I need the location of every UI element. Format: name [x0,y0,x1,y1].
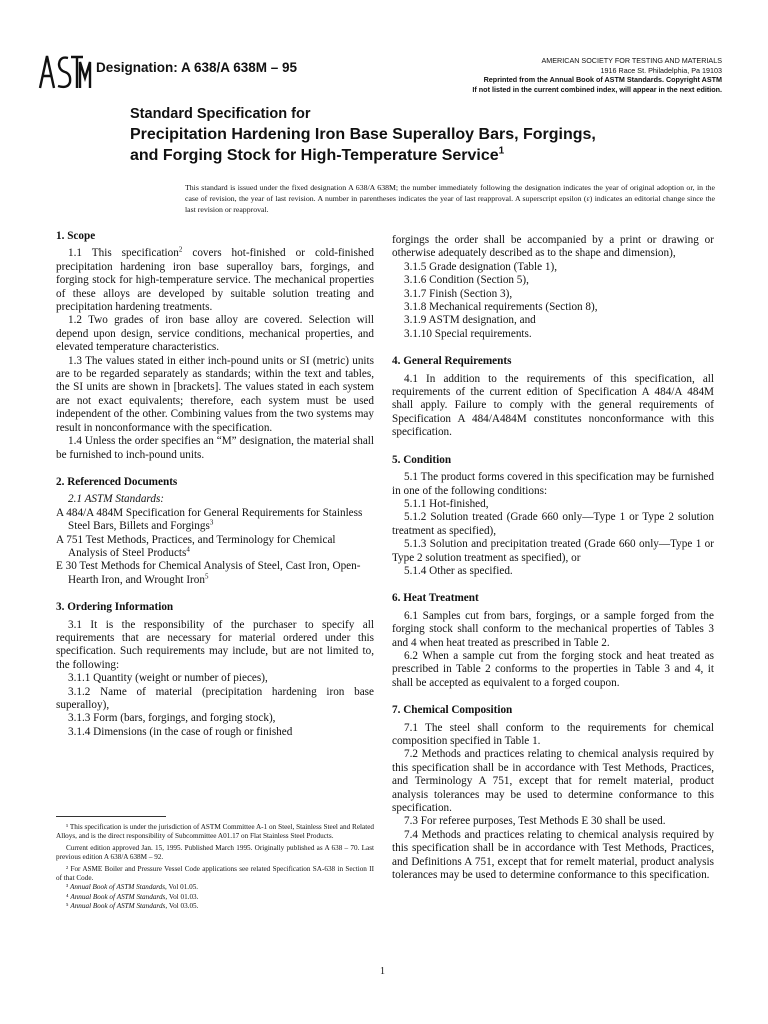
paragraph: 7.1 The steel shall conform to the requirements for chemical composition specified in Table 1. [392,721,714,747]
section-heading: 3. Ordering Information [56,601,174,614]
section-heading: 4. General Requirements [392,355,512,368]
list-item: 3.1.1 Quantity (weight or number of pieces), [68,672,268,685]
paragraph: 1.4 Unless the order specifies an “M” designation, the material shall be furnished to inch-pound units. [56,435,374,461]
section-heading: 5. Condition [392,453,452,466]
footnote-text: , Vol 01.03. [165,892,199,901]
footnotes [56,816,374,912]
reference-text: A 484/A 484M Specification for General Requirements for Stainless Steel Bars, Billets and Forgings [56,506,363,533]
index-note: If not listed in the current combined index, will appear in the next edition. [472,84,722,94]
footnote-text: , Vol 03.05. [165,902,199,911]
footnote-text: Annual Book of ASTM Standards [69,883,165,892]
footnote [56,883,374,892]
intro-note: This standard is issued under the fixed designation A 638/A 638M; the number immediately following the designation indicates the year of original adoption or, in the case of revision, the year of last revision. A number in parentheses indicates the year of last reapproval. A superscript epsilon (ε) indicates an editorial change since the last revision or reapproval. [185,183,715,214]
section-scope [56,230,374,462]
paragraph: 7.2 Methods and practices relating to chemical analysis required by this specification shall be in accordance with Test Methods, Practices, and Terminology A 751, except that for remelt material, product analysis tolerances may be used to determine conformance to this specification. [392,748,714,815]
astm-logo [36,52,92,92]
footnote: ¹ This specification is under the jurisdiction of ASTM Committee A-1 on Steel, Stainless Steel and Related Alloys, and is the direct responsibility of Subcommittee A01.17 on Flat Stainless Steel Products. [56,823,374,841]
section-heading: 7. Chemical Composition [392,704,513,717]
footnote-text: Annual Book of ASTM Standards [70,892,166,901]
reference-text: A 751 Test Methods, Practices, and Terminology for Chemical Analysis of Steel Products [56,533,336,559]
reference-item [56,534,374,561]
paragraph: 3.1 It is the responsibility of the purchaser to specify all requirements that are necessary for material ordered under this specification. Such requirements may include, but are not limited to, the following: [56,618,374,671]
footnote [56,902,374,911]
list-item: 3.1.9 ASTM designation, and [404,314,536,327]
section-general-requirements [392,355,714,439]
section-heading: 6. Heat Treatment [392,592,479,605]
section-heat-treatment [392,592,714,690]
footnote-mark: ⁴ [66,892,69,901]
footnote [56,893,374,902]
paragraph: 4.1 In addition to the requirements of this specification, all requirements of the current edition of Specification A 484/A 484M shall apply. Failure to comply with the general requirements of Specification A 484/A484M constitutes nonconformance with this specification. [392,372,714,439]
subheading: 2.1 ASTM Standards: [68,493,165,506]
list-item: 5.1.2 Solution treated (Grade 660 only—Type 1 or Type 2 solution treatment as specified), [392,511,714,537]
paragraph: 1.3 The values stated in either inch-pound units or SI (metric) units are to be regarded separately as standards; within the text and tables, the SI units are shown in [brackets]. The values stated in each system are not exact equivalents; therefore, each system must be used independent of the other. Combining values from the two systems may result in nonconformance with the specification. [56,354,374,434]
paragraph: 6.2 When a sample cut from the forging stock and heat treated as prescribed in Table 2 conforms to the properties in Table 3 and 4, it shall be accepted as equivalent to a forged coupon. [392,649,714,689]
footnote-mark: 5 [204,572,209,581]
reprint-note: Reprinted from the Annual Book of ASTM Standards. Copyright ASTM [483,75,722,84]
footnote-text: , Vol 01.05. [165,883,199,892]
publisher-block [430,56,722,94]
paragraph: 5.1 The product forms covered in this specification may be furnished in one of the following conditions: [392,471,714,497]
paragraph [56,493,374,506]
reference-item [56,507,374,534]
section-referenced-documents [56,476,374,587]
section-chemical-composition [392,704,714,882]
paragraph-text: covers hot-finished or cold-finished precipitation hardening iron base superalloy bars, forgings, and forging stock for high-temperature service. The mechanical properties of these alloys are developed by suitable solution treating and precipitation hardening treatments. [56,247,374,314]
footnote-mark: 3 [209,518,214,527]
section-heading: 1. Scope [56,230,96,242]
paragraph: 1.2 Two grades of iron base alloy are covered. Selection will depend upon design, service conditions, mechanical properties, and elevated temperature characteristics. [56,314,374,354]
footnote-mark: 4 [186,545,190,554]
list-item: 3.1.2 Name of material (precipitation hardening iron base superalloy), [56,685,374,711]
title-line-1: Standard Specification for [130,106,311,122]
publisher-name: AMERICAN SOCIETY FOR TESTING AND MATERIALS [541,56,722,65]
list-item: 5.1.3 Solution and precipitation treated (Grade 660 only—Type 1 or Type 2 solution treatment as specified), or [392,538,714,564]
footnote-mark: 2 [178,245,183,254]
footnote-rule [56,816,166,817]
reference-text: E 30 Test Methods for Chemical Analysis of Steel, Cast Iron, Open-Hearth Iron, and Wrought Iron [56,560,361,586]
designation: Designation: A 638/A 638M – 95 [96,60,298,75]
list-item: 5.1.4 Other as specified. [404,564,513,577]
paragraph [56,247,374,314]
page-number: 1 [380,966,385,977]
footnote-mark: ³ [66,883,69,892]
section-ordering-continued [392,234,714,341]
paragraph: 7.3 For referee purposes, Test Methods E 30 shall be used. [404,815,666,828]
list-item: 3.1.10 Special requirements. [404,327,532,340]
paragraph-text: 1.1 This specification [68,247,179,260]
list-item: 3.1.3 Form (bars, forgings, and forging stock), [68,712,276,725]
paragraph: 6.1 Samples cut from bars, forgings, or a sample forged from the forging stock shall conform to the mechanical properties of Tables 3 and 4 when heat treated as prescribed in Table 2. [392,609,714,649]
left-column [56,230,374,753]
title-line-3 [130,145,730,166]
list-item: 3.1.5 Grade designation (Table 1), [404,260,557,273]
title-footnote-mark: 1 [498,145,505,157]
paragraph: forgings the order shall be accompanied by a print or drawing or otherwise adequately described as to the shape and dimension), [392,234,714,260]
footnote-text: Annual Book of ASTM Standards [70,902,166,911]
list-item: 3.1.7 Finish (Section 3), [404,287,513,300]
footnote: ² For ASME Boiler and Pressure Vessel Code applications see related Specification SA-638 in Section II of that Code. [56,864,374,883]
paragraph: 7.4 Methods and practices relating to chemical analysis required by this specification shall be in accordance with Test Methods, Practices, and Definitions A 751, except that for remelt material, product analysis tolerances may be used to determine conformance to this specification. [392,828,714,882]
document-title [130,104,730,166]
list-item: 3.1.8 Mechanical requirements (Section 8), [404,301,598,314]
footnote: Current edition approved Jan. 15, 1995. Published March 1995. Originally published as A 638 – 70. Last previous edition A 638/A 638M – 92. [56,843,374,862]
title-line-3-text: and Forging Stock for High-Temperature Service [130,147,499,164]
footnote-mark: ⁵ [66,902,69,911]
section-condition [392,454,714,579]
list-item: 5.1.1 Hot-finished, [404,497,489,510]
list-item: 3.1.6 Condition (Section 5), [404,274,529,287]
title-line-2: Precipitation Hardening Iron Base Superalloy Bars, Forgings, [130,126,596,143]
right-column [392,234,714,896]
reference-item [56,560,374,587]
section-heading: 2. Referenced Documents [56,475,178,488]
list-item: 3.1.4 Dimensions (in the case of rough or finished [68,725,293,738]
section-ordering-information [56,601,374,739]
publisher-address: 1916 Race St. Philadelphia, Pa 19103 [600,65,722,75]
